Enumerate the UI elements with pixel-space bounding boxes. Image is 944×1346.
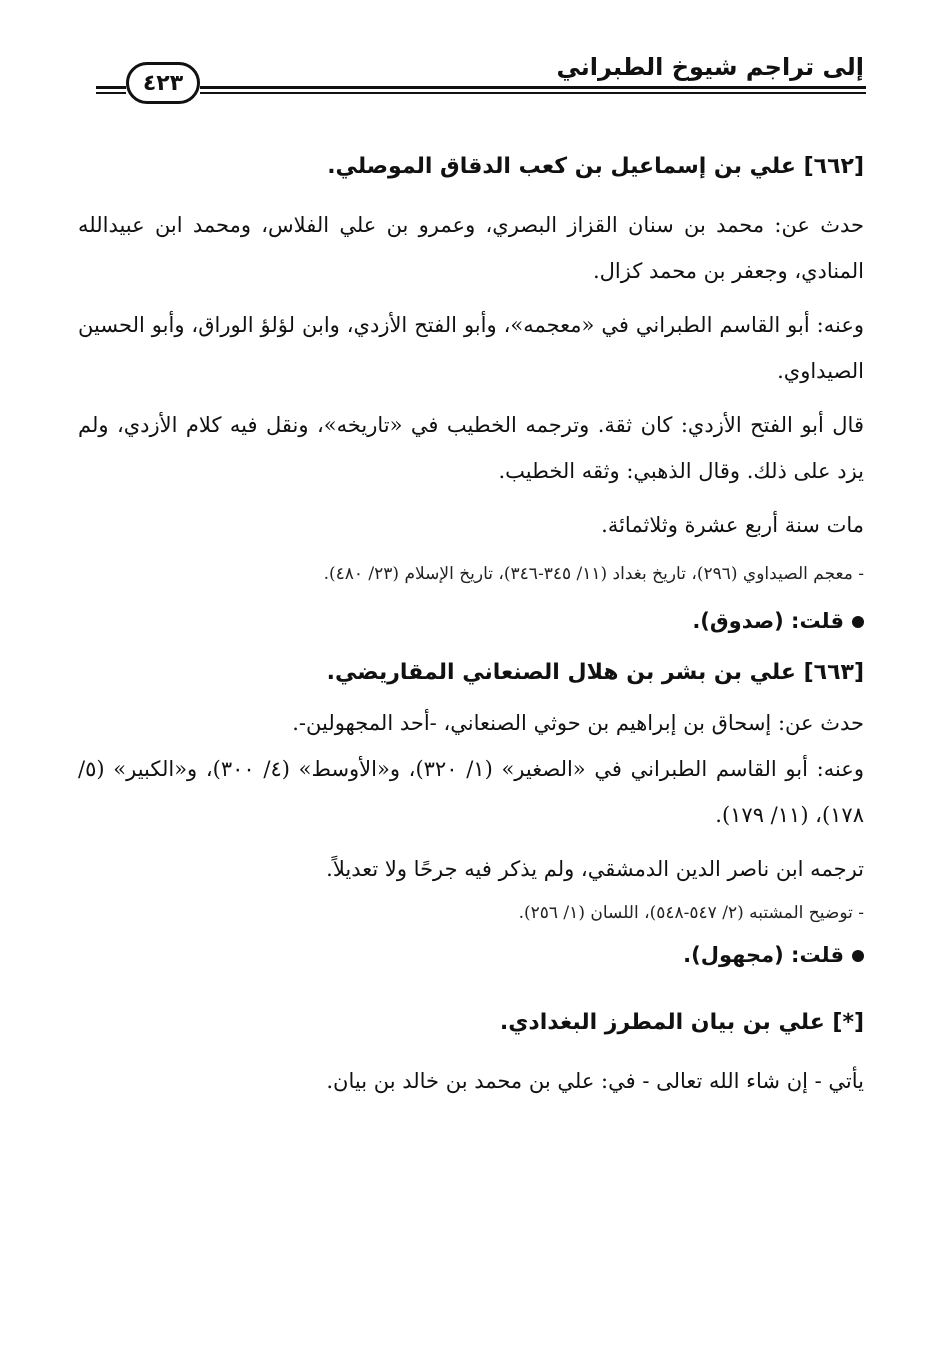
entry-narrated-by: وعنه: أبو القاسم الطبراني في «الصغير» (١/ ٣٢٠)، و«الأوسط» (٤/ ٣٠٠)، و«الكبير» (٥/ ١٧٨)، (١١/ ١٧٩). [78, 757, 864, 827]
header-rule-bottom [200, 92, 866, 94]
entry-assessment: قال أبو الفتح الأزدي: كان ثقة. وترجمه الخطيب في «تاريخه»، ونقل فيه كلام الأزدي، ولم يزد على ذلك. وقال الذهبي: وثقه الخطيب. [78, 413, 864, 483]
entry-death: مات سنة أربع عشرة وثلاثمائة. [601, 513, 864, 537]
entry-heading: [٦٦٢] علي بن إسماعيل بن كعب الدقاق الموصلي. [327, 154, 864, 179]
page-content [78, 140, 864, 1104]
entry-assessment: ترجمه ابن ناصر الدين الدمشقي، ولم يذكر فيه جرحًا ولا تعديلاً. [326, 857, 864, 881]
entry-narrated-from: حدث عن: إسحاق بن إبراهيم بن حوثي الصنعاني، -أحد المجهولين-. [292, 711, 864, 735]
entry-sources: - توضيح المشتبه (٢/ ٥٤٧-٥٤٨)، اللسان (١/ ٢٥٦). [518, 903, 864, 923]
cross-reference-note: يأتي - إن شاء الله تعالى - في: علي بن محمد بن خالد بن بيان. [326, 1069, 864, 1093]
entry-heading: [*] علي بن بيان المطرز البغدادي. [499, 1010, 864, 1035]
entry-narrated-by: وعنه: أبو القاسم الطبراني في «معجمه»، وأبو الفتح الأزدي، وابن لؤلؤ الوراق، وأبو الحسين الصيداوي. [78, 313, 864, 383]
bullet-icon [852, 950, 864, 962]
entry-verdict [78, 596, 864, 646]
page-number-badge [126, 62, 200, 104]
header-rule-top [200, 86, 866, 89]
entry-verdict-text: قلت: (مجهول). [683, 943, 844, 967]
entry-verdict [78, 930, 864, 980]
cross-reference-entry [78, 996, 864, 1104]
entry-sources: - معجم الصيداوي (٢٩٦)، تاريخ بغداد (١١/ ٣٤٥-٣٤٦)، تاريخ الإسلام (٢٣/ ٤٨٠). [323, 564, 864, 584]
entry-narrated-from: حدث عن: محمد بن سنان القزاز البصري، وعمرو بن علي الفلاس، ومحمد ابن عبيدالله المنادي، وجعفر بن محمد كزال. [78, 213, 864, 283]
page-number: ٤٢٣ [142, 70, 184, 96]
bullet-icon [852, 616, 864, 628]
biography-entry-663 [78, 646, 864, 980]
header-rule-left-top [96, 86, 126, 89]
header-rule-left-bottom [96, 92, 126, 94]
entry-heading: [٦٦٣] علي بن بشر بن هلال الصنعاني المقاريضي. [326, 660, 864, 685]
entry-verdict-text: قلت: (صدوق). [692, 609, 844, 633]
running-header-title: إلى تراجم شيوخ الطبراني [556, 53, 864, 81]
biography-entry-662 [78, 140, 864, 646]
